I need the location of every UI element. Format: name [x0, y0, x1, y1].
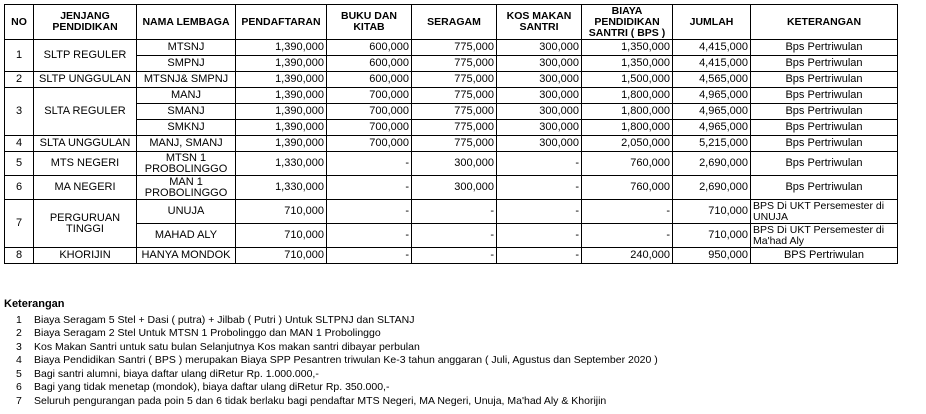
cell-lembaga: MAHAD ALY — [137, 224, 236, 248]
cell-lembaga: SMKNJ — [137, 120, 236, 136]
cell-jumlah: 4,965,000 — [673, 88, 751, 104]
cell-bps: 240,000 — [582, 248, 673, 264]
cell-keterangan: Bps Pertriwulan — [751, 72, 898, 88]
cell-jenjang: PERGURUAN TINGGI — [34, 200, 137, 248]
table-row — [5, 136, 898, 152]
note-number: 6 — [16, 381, 22, 393]
table-row — [5, 248, 898, 264]
cell-kos: 300,000 — [497, 72, 582, 88]
cell-pendaftaran: 1,390,000 — [236, 120, 327, 136]
cell-jenjang: KHORIJIN — [34, 248, 137, 264]
cell-seragam: 775,000 — [412, 56, 497, 72]
note-text: Biaya Pendidikan Santri ( BPS ) merupakan Biaya SPP Pesantren triwulan Ke-3 tahun anggaran ( Juli, Agustus dan September 2020 ) — [34, 354, 658, 366]
cell-jumlah: 710,000 — [673, 200, 751, 224]
cell-seragam: 300,000 — [412, 176, 497, 200]
table-row — [5, 224, 898, 248]
cell-keterangan: Bps Pertriwulan — [751, 104, 898, 120]
note-text: Biaya Seragam 2 Stel Untuk MTSN 1 Probolinggo dan MAN 1 Probolinggo — [34, 327, 381, 339]
cell-seragam: 775,000 — [412, 136, 497, 152]
cell-pendaftaran: 1,390,000 — [236, 72, 327, 88]
cell-kos: 300,000 — [497, 56, 582, 72]
cell-lembaga: MANJ — [137, 88, 236, 104]
header-bps: BIAYA PENDIDIKAN SANTRI ( BPS ) — [582, 5, 673, 40]
cell-lembaga: SMPNJ — [137, 56, 236, 72]
cell-keterangan: Bps Pertriwulan — [751, 40, 898, 56]
cell-pendaftaran: 1,390,000 — [236, 40, 327, 56]
cell-buku: 600,000 — [327, 40, 412, 56]
notes-list — [4, 314, 658, 409]
header-keterangan: KETERANGAN — [751, 5, 898, 40]
note-number: 7 — [16, 394, 22, 407]
cell-kos: 300,000 — [497, 40, 582, 56]
cell-keterangan: Bps Pertriwulan — [751, 176, 898, 200]
cell-keterangan: BPS Di UKT Persemester di Ma'had Aly — [751, 224, 898, 248]
cell-jumlah: 4,415,000 — [673, 40, 751, 56]
cell-keterangan: Bps Pertriwulan — [751, 120, 898, 136]
cell-jumlah: 710,000 — [673, 224, 751, 248]
note-number: 3 — [16, 340, 22, 353]
cell-pendaftaran: 1,330,000 — [236, 152, 327, 176]
cell-lembaga: HANYA MONDOK — [137, 248, 236, 264]
cell-keterangan: BPS Pertriwulan — [751, 248, 898, 264]
header-jumlah: JUMLAH — [673, 5, 751, 40]
cell-jenjang: SLTA REGULER — [34, 88, 137, 136]
note-item — [4, 354, 658, 368]
cell-jenjang: MA NEGERI — [34, 176, 137, 200]
cell-buku: - — [327, 176, 412, 200]
cell-buku: - — [327, 200, 412, 224]
cell-no: 8 — [5, 248, 34, 264]
cell-kos: - — [497, 176, 582, 200]
cell-lembaga: MTSNJ — [137, 40, 236, 56]
cell-seragam: 775,000 — [412, 120, 497, 136]
cell-lembaga: UNUJA — [137, 200, 236, 224]
cell-kos: 300,000 — [497, 136, 582, 152]
cell-bps: - — [582, 224, 673, 248]
cell-no: 1 — [5, 40, 34, 72]
cell-kos: 300,000 — [497, 120, 582, 136]
cell-bps: 1,350,000 — [582, 40, 673, 56]
cell-kos: - — [497, 200, 582, 224]
cell-lembaga: MTSN 1 PROBOLINGGO — [137, 152, 236, 176]
cell-seragam: - — [412, 224, 497, 248]
header-jenjang: JENJANG PENDIDIKAN — [34, 5, 137, 40]
cell-kos: - — [497, 248, 582, 264]
note-text: Kos Makan Santri untuk satu bulan Selanjutnya Kos makan santri dibayar perbulan — [34, 340, 420, 353]
cell-buku: - — [327, 248, 412, 264]
header-seragam: SERAGAM — [412, 5, 497, 40]
cell-seragam: 775,000 — [412, 72, 497, 88]
cell-pendaftaran: 710,000 — [236, 200, 327, 224]
note-number: 1 — [16, 313, 22, 326]
cell-jumlah: 4,415,000 — [673, 56, 751, 72]
cell-seragam: 300,000 — [412, 152, 497, 176]
header-buku: BUKU DAN KITAB — [327, 5, 412, 40]
note-number: 4 — [16, 354, 22, 366]
cell-bps: 2,050,000 — [582, 136, 673, 152]
header-lembaga: NAMA LEMBAGA — [137, 5, 236, 40]
cell-seragam: 775,000 — [412, 40, 497, 56]
cell-lembaga: MTSNJ& SMPNJ — [137, 72, 236, 88]
cell-bps: 1,800,000 — [582, 120, 673, 136]
cell-pendaftaran: 1,390,000 — [236, 136, 327, 152]
cell-lembaga: MAN 1 PROBOLINGGO — [137, 176, 236, 200]
cell-lembaga: MANJ, SMANJ — [137, 136, 236, 152]
cell-keterangan: Bps Pertriwulan — [751, 88, 898, 104]
cell-buku: 700,000 — [327, 88, 412, 104]
cell-keterangan: Bps Pertriwulan — [751, 152, 898, 176]
notes-section — [4, 298, 658, 408]
cell-seragam: - — [412, 200, 497, 224]
note-text: Seluruh pengurangan pada poin 5 dan 6 tidak berlaku bagi pendaftar MTS Negeri, MA Negeri, Unuja, Ma'had Aly & Khorijin — [34, 394, 607, 407]
cell-jumlah: 950,000 — [673, 248, 751, 264]
cell-jumlah: 2,690,000 — [673, 176, 751, 200]
cell-jumlah: 5,215,000 — [673, 136, 751, 152]
cell-bps: - — [582, 200, 673, 224]
cell-buku: 700,000 — [327, 104, 412, 120]
cell-keterangan: BPS Di UKT Persemester di UNUJA — [751, 200, 898, 224]
fee-table — [4, 4, 898, 264]
cell-kos: - — [497, 224, 582, 248]
cell-seragam: - — [412, 248, 497, 264]
header-kos: KOS MAKAN SANTRI — [497, 5, 582, 40]
cell-buku: - — [327, 224, 412, 248]
cell-buku: 600,000 — [327, 56, 412, 72]
cell-jenjang: SLTA UNGGULAN — [34, 136, 137, 152]
note-text: Bagi santri alumni, biaya daftar ulang diRetur Rp. 1.000.000,- — [34, 367, 319, 380]
table-row — [5, 56, 898, 72]
header-pendaftaran: PENDAFTARAN — [236, 5, 327, 40]
table-row — [5, 40, 898, 56]
header-no: NO — [5, 5, 34, 40]
cell-jenjang: SLTP UNGGULAN — [34, 72, 137, 88]
cell-jumlah: 4,965,000 — [673, 120, 751, 136]
cell-jumlah: 2,690,000 — [673, 152, 751, 176]
cell-bps: 760,000 — [582, 176, 673, 200]
cell-buku: 700,000 — [327, 120, 412, 136]
cell-jenjang: MTS NEGERI — [34, 152, 137, 176]
table-row — [5, 88, 898, 104]
cell-no: 3 — [5, 88, 34, 136]
cell-bps: 1,350,000 — [582, 56, 673, 72]
table-row — [5, 120, 898, 136]
cell-jumlah: 4,565,000 — [673, 72, 751, 88]
note-item — [4, 341, 658, 355]
cell-keterangan: Bps Pertriwulan — [751, 136, 898, 152]
cell-seragam: 775,000 — [412, 88, 497, 104]
cell-no: 7 — [5, 200, 34, 248]
table-body — [5, 40, 898, 264]
notes-title: Keterangan — [4, 298, 65, 310]
cell-no: 4 — [5, 136, 34, 152]
cell-buku: 700,000 — [327, 136, 412, 152]
table-row — [5, 200, 898, 224]
cell-kos: - — [497, 152, 582, 176]
note-text: Bagi yang tidak menetap (mondok), biaya daftar ulang diRetur Rp. 350.000,- — [34, 381, 390, 393]
cell-no: 6 — [5, 176, 34, 200]
cell-lembaga: SMANJ — [137, 104, 236, 120]
note-number: 2 — [16, 327, 22, 339]
cell-jumlah: 4,965,000 — [673, 104, 751, 120]
cell-no: 5 — [5, 152, 34, 176]
cell-pendaftaran: 710,000 — [236, 224, 327, 248]
table-row — [5, 72, 898, 88]
table-row — [5, 176, 898, 200]
cell-pendaftaran: 1,330,000 — [236, 176, 327, 200]
note-item — [4, 327, 658, 341]
cell-bps: 760,000 — [582, 152, 673, 176]
cell-pendaftaran: 1,390,000 — [236, 88, 327, 104]
table-header-row — [5, 5, 898, 40]
table-row — [5, 104, 898, 120]
cell-bps: 1,500,000 — [582, 72, 673, 88]
cell-jenjang: SLTP REGULER — [34, 40, 137, 72]
cell-bps: 1,800,000 — [582, 88, 673, 104]
cell-kos: 300,000 — [497, 104, 582, 120]
cell-pendaftaran: 1,390,000 — [236, 56, 327, 72]
cell-no: 2 — [5, 72, 34, 88]
note-item — [4, 381, 658, 395]
note-item — [4, 314, 658, 328]
cell-buku: 600,000 — [327, 72, 412, 88]
note-item — [4, 395, 658, 409]
note-text: Biaya Seragam 5 Stel + Dasi ( putra) + Jilbab ( Putri ) Untuk SLTPNJ dan SLTANJ — [34, 313, 415, 326]
cell-seragam: 775,000 — [412, 104, 497, 120]
cell-pendaftaran: 1,390,000 — [236, 104, 327, 120]
note-number: 5 — [16, 367, 22, 380]
cell-kos: 300,000 — [497, 88, 582, 104]
cell-buku: - — [327, 152, 412, 176]
table-row — [5, 152, 898, 176]
cell-pendaftaran: 710,000 — [236, 248, 327, 264]
cell-bps: 1,800,000 — [582, 104, 673, 120]
note-item — [4, 368, 658, 382]
cell-keterangan: Bps Pertriwulan — [751, 56, 898, 72]
